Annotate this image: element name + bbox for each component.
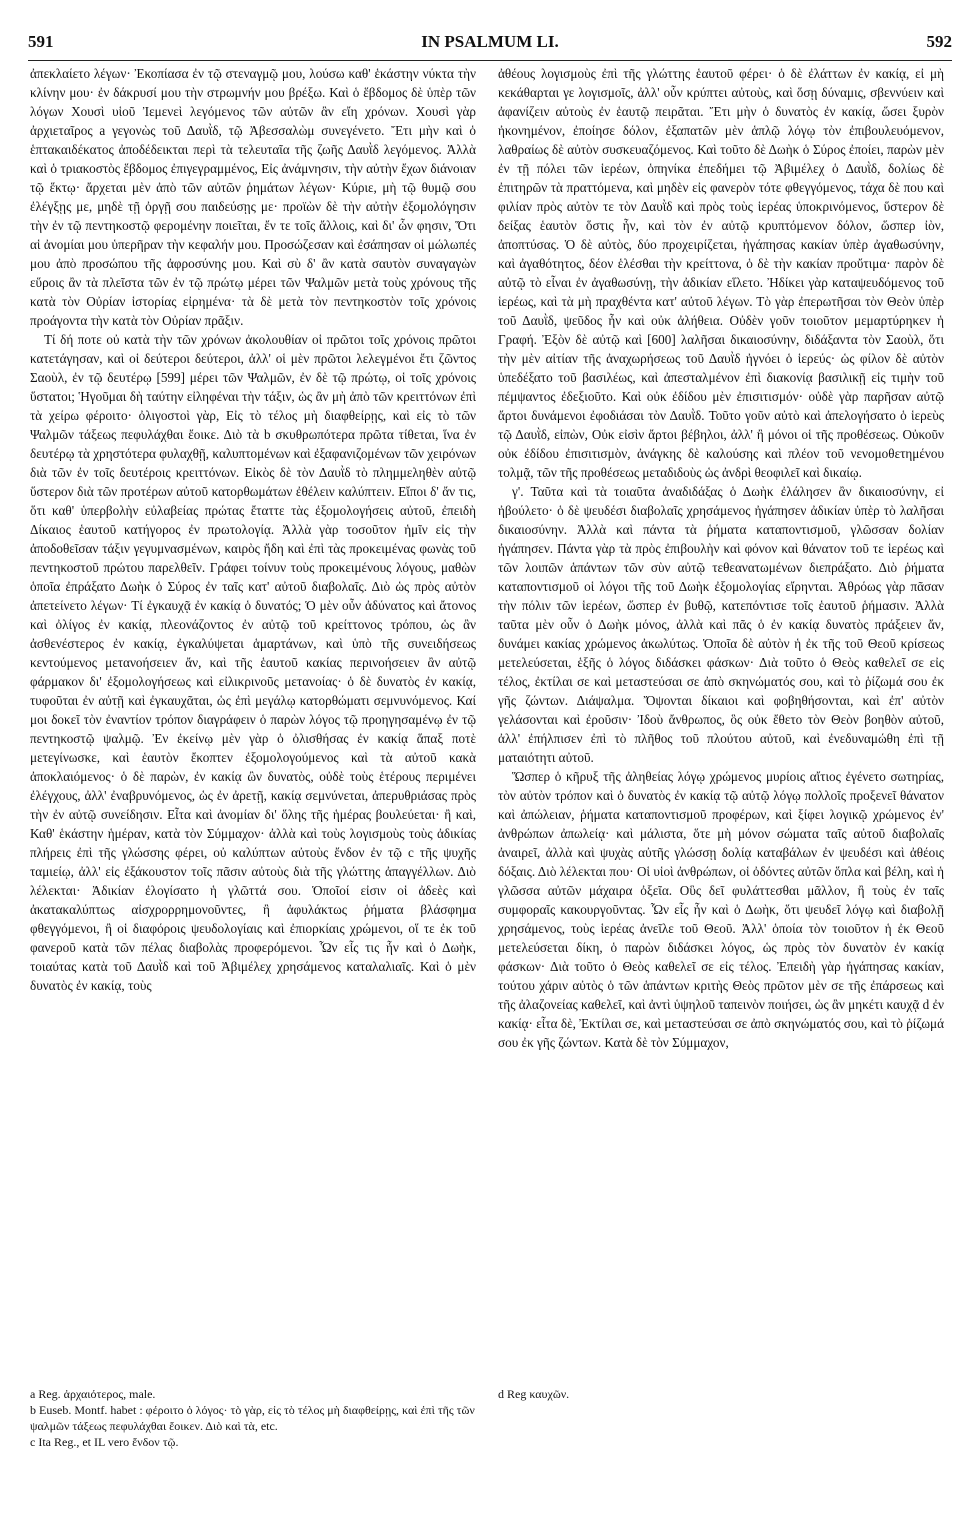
paragraph: Τί δή ποτε οὐ κατὰ τὴν τῶν χρόνων ἀκολουθίαν οἱ πρῶτοι τοῖς χρόνοις πρῶτοι κατετάγησαν, καὶ οἱ δεύτεροι δεύτεροι, ἀλλ' οἱ μὲν πρῶτοι λελεγμένοι ἔτι ζῶντος Σαοὺλ, ἐν τῷ δευτέρῳ [599] μέρει τῶν Ψαλμῶν, ἐν δὲ τῷ πρώτῳ, οἱ τοῖς χρόνοις ὕστατοι; Ἡγοῦμαι δὴ ταύτην εἰληφέναι τὴν τάξιν, ὡς ἂν μὴ ἀπὸ τῶν κρειττόνων ἐπὶ τὰ χείρω φέροιτο· ὀλιγοστοὶ γὰρ, Εἰς τὸ τέλος μὴ διαφθείρῃς, καὶ εἰς τὸ τῶν Ψαλμῶν τάξεως πεφυλάχθαι ἔοικε. Διὸ τὰ b σκυθρωπότερα πρῶτα τίθεται, ἵνα ἐν δευτέρῳ τὰ χρηστότερα φυλαχθῇ, καλυπτομένων καὶ ἐξαφανιζομένων τῶν χειρόνων διὰ τῶν ἐν τοῖς δευτέροις κρειττόνων. Εἰκὸς δὲ τὸν Δαυῒδ τὸ πλημμεληθὲν αὐτῷ ὕστερον διὰ τῶν προτέρων αὐτοῦ κατορθωμάτων ἐθέλειν καλύπτειν. Εἴποι δ' ἄν τις, ὅτι καθ' ὑπερβολὴν εὐλαβείας πρώτας ἔταττε τὰς ἐξομολογήσεις αὐτοῦ, ἐπειδὴ Δίκαιος ἑαυτοῦ κατήγορος ἐν πρωτολογίᾳ. Ἀλλὰ γὰρ τοσοῦτον ἡμῖν εἰς τὴν ἀποδοθεῖσαν τάξιν γεγυμνασμένων, καιρὸς ἤδη καὶ ἐπὶ τὰς προκειμένας φωνὰς τοῦ πεντηκοστοῦ πρώτου παρελθεῖν. Γράφει τοίνυν τοὺς προκειμένους λόγους, μαθὼν ὁποῖα ἐπράξατο Δωὴκ ὁ Σύρος ἐν ταῖς κατ' αὐτοῦ διαβολαῖς. Διὸ ὡς πρὸς αὐτὸν ἀπετείνετο λέγων· Τί ἐγκαυχᾷ ἐν κακίᾳ ὁ δυνατός; Ὁ μὲν οὖν ἀδύνατος καὶ ἄτονος καὶ ὀλίγος ἐν κακίᾳ, πλεονάζοντος ἐν αὐτῷ τοῦ κρείττονος τρόπου, ὡς ἂν ἀσθενέστερος ἐν κακίᾳ, ἐγκαλύψεται ἁμαρτάνων, καὶ ὑπὸ τῆς συνειδήσεως κεντούμενος μετανοήσειεν ἄν, καὶ τῆς ἑαυτοῦ κακίας περινοήσειεν ἂν αὐτῷ φάρμακον δι' ἐξομολογήσεως καὶ εἰλικρινοῦς μετανοίας· ὁ δὲ δυνατὸς ἐν κακίᾳ, τυφοῦται ἐν αὐτῇ καὶ ἐγκαυχᾶται, ὡς ἐπὶ μεγάλῳ κατορθώματι σεμνυνόμενος. Καί μοι δοκεῖ τὸν ἐναντίον τρόπον διαγράφειν ὁ παρὼν λόγος τῷ προηγησαμένῳ ἐν τῷ πεντηκοστῷ ψαλμῷ. Ἐν ἐκείνῳ μὲν γὰρ ὁ ὀλισθήσας ἐν κακίᾳ ἅπαξ ποτὲ μετεγίνωσκε, καὶ ἑαυτὸν ἔκοπτεν ἐξομολογούμενος καὶ τὰ αὐτοῦ κακὰ ἀποκλαιόμενος· ὁ δὲ παρὼν, ἐν κακίᾳ ὢν δυνατὸς, οὐδὲ τοὺς ἑτέρους περιμένει ἐλέγχους, ἀλλ' ἐναβρυνόμενος, ὡς ἐν ἀρετῇ, κακίᾳ σεμνύνεται, ἀπερυθριάσας πρὸς τὴν ἐν αὐτῷ συνείδησιν. Εἶτα καὶ ἀνομίαν δι' ὅλης τῆς ἡμέρας βουλεύεται· ἢ καὶ, Καθ' ἑκάστην ἡμέραν, κατὰ τὸν Σύμμαχον· ἀλλὰ καὶ τοὺς λογισμοὺς τοὺς ἀδικίας πλήρεις ἐπὶ τῆς γλώσσης φέρει, οὐ καλύπτων αὐτοὺς ἔνδον ἐν τῷ c τῆς ψυχῆς ταμιείῳ, ἀλλ' εἰς ἐξάκουστον τοῖς πᾶσιν αὐτοὺς διὰ τῆς γλώττης ἀπαγγέλλων. Διὸ λέλεκται· Ἀδικίαν ἐλογίσατο ἡ γλῶττά σου. Ὁποῖοί εἰσιν οἱ ἀδεὲς καὶ ἀκατακαλύπτως αἰσχρορρημονοῦντες, ἢ ἀφυλάκτως ῥήματα βλάσφημα φθεγγόμενοι, ἢ οἱ διαφόροις ψευδολογίαις καὶ ἐπιορκίαις χρώμενοι, οἵ τε ἐκ τοῦ φανεροῦ κατὰ τῶν πέλας διαβολὰς προφερόμενοι. Ὧν εἷς τις ἦν καὶ ὁ Δωὴκ, τοιαύτας κατὰ τοῦ Δαυῒδ καὶ τοῦ Ἀβιμέλεχ χρησάμενος καταλαλιαῖς. Καὶ ὁ μὲν δυνατὸς ἐν κακίᾳ, τοὺς (30, 332, 476, 993)
paragraph: ἀπεκλαίετο λέγων· Ἐκοπίασα ἐν τῷ στεναγμῷ μου, λούσω καθ' ἑκάστην νύκτα τὴν κλίνην μου· ἐν δάκρυσί μου τὴν στρωμνήν μου βρέξω. Καὶ ὁ ἕβδομος δὲ ὑπὲρ τῶν λόγων Χουσὶ υἱοῦ Ἰεμενεὶ λεγόμενος τῶν αὐτῶν ἂν εἴη χρόνων. Χουσὶ γὰρ ἀρχιεταῖρος a γεγονὼς τοῦ Δαυῒδ, τῷ Ἀβεσσαλὼμ συνεγένετο. Ἔτι μὴν καὶ ὁ ἑπτακαιδέκατος ἀποδέδεικται περὶ τὰ τελευταῖα τῆς ζωῆς Δαυῒδ λεγόμενος. Ἀλλὰ καὶ ὁ τριακοστὸς ἕβδομος ἐπιγεγραμμένος, Εἰς ἀνάμνησιν, τὴν αὐτὴν ἔχων διάνοιαν τῷ ἕκτῳ· ἄρχεται μὲν ἀπὸ τῶν αὐτῶν ῥημάτων λέγων· Κύριε, μὴ τῷ θυμῷ σου ἐλέγξῃς με, μηδὲ τῇ ὀργῇ σου παιδεύσῃς με· προϊὼν δὲ τὴν αὐτὴν ἐξομολόγησιν τὴν ἐν τῷ πεντηκοστῷ φερομένην ποιεῖται, ἔν τε τοῖς ἄλλοις, καὶ δι' ὧν φησιν, Ὅτι αἱ ἀνομίαι μου ὑπερῆραν τὴν κεφαλήν μου. Προσώζεσαν καὶ ἐσάπησαν οἱ μώλωπές μου ἀπὸ προσώπου τῆς ἀφροσύνης μου. Καὶ σὺ δ' ἂν κατὰ σαυτὸν συναγαγὼν εὕροις ἂν τὰ πλεῖστα τῶν ἐν τῷ πρώτῳ μέρει τῶν Ψαλμῶν μετὰ τοὺς χρόνους τῆς κατὰ τὸν Οὐρίαν ἱστορίας εἰρημένα· τὰ δὲ μετὰ τὸν πεντηκοστὸν τοῖς χρόνοις προάγοντα τὴν κατὰ τὸν Οὐρίαν πρᾶξιν. (30, 66, 476, 328)
left-column (30, 64, 476, 1510)
paragraph: Ὥσπερ ὁ κῆρυξ τῆς ἀληθείας λόγῳ χρώμενος μυρίοις αἴτιος ἐγένετο σωτηρίας, τὸν αὐτὸν τρόπον καὶ ὁ δυνατὸς ἐν κακίᾳ τῷ αὐτῷ λόγῳ πολλοῖς προξενεῖ θάνατον καὶ ἀπώλειαν, ῥήματα καταποντισμοῦ προφέρων, καὶ ξίφει λογικῷ χρώμενος ἐν' ἀνθρώπων ἀπωλείᾳ· καὶ μάλιστα, ὅτε μὴ μόνον σώματα ταῖς αὐτοῦ διαβολαῖς ἀναιρεῖ, ἀλλὰ καὶ ψυχὰς αὐτῆς γλώσσῃ δολίᾳ καταβάλων ἐν ψευδέσι καὶ ἀθέοις δόξαις. Διὸ λέλεκται που· Οἱ υἱοὶ ἀνθρώπων, οἱ ὀδόντες αὐτῶν ὅπλα καὶ βέλη, καὶ ἡ γλῶσσα αὐτῶν μάχαιρα ὀξεῖα. Οὓς δεῖ φυλάττεσθαι μᾶλλον, ἢ τοὺς ἐν ταῖς συμφοραῖς κακουργοῦντας. Ὧν εἷς ἦν καὶ ὁ Δωὴκ, ὅτι ψευδεῖ λόγῳ καὶ διαβολῇ χρησάμενος, τοὺς ἱερέας ἀνεῖλε τοῦ Θεοῦ. Ἀλλ' ὁποία τὸν τοιοῦτον ἡ ἐκ Θεοῦ μετελεύσεται δίκη, ὁ παρὼν διδάσκει λόγος, ὡς πρὸς τὸν δυνατὸν ἐν κακίᾳ φάσκων· Διὰ τοῦτο ὁ Θεὸς καθελεῖ σε εἰς τέλος. Ἐπειδὴ γὰρ ἠγάπησας κακίαν, τούτου χάριν αὐτὸς ὁ τῶν ἁπάντων κριτὴς Θεὸς πρῶτον μὲν σε τῆς ἐπάρσεως καὶ τῆς ἀλαζονείας καθελεῖ, καὶ ἀντὶ ὑψηλοῦ ταπεινὸν ποιήσει, ὡς ἂν μηκέτι καυχᾷ d ἐν κακίᾳ· εἶτα δὲ, Ἐκτίλαι σε, καὶ μεταστεύσαι σε ἀπὸ σκηνώματός σου, καὶ τὸ ῥίζωμά σου ἐκ γῆς ζώντων. Κατὰ δὲ τὸν Σύμμαχον, (498, 769, 944, 1050)
page-number-left: 591 (28, 32, 54, 51)
footnotes-left (30, 1386, 476, 1450)
footnote: a Reg. ἀρχαιότερος, male. (30, 1387, 156, 1401)
paragraph: ἀθέους λογισμοὺς ἐπὶ τῆς γλώττης ἑαυτοῦ φέρει· ὁ δὲ ἐλάττων ἐν κακίᾳ, εἰ μὴ κεκάθαρται γε λογισμοῖς, ἀλλ' οὖν κρύπτει αὐτοὺς, καὶ ὅσῃ δύναμις, σβεννύειν καὶ ἀφανίζειν αὐτοὺς ἐν ἑαυτῷ πειρᾶται. Ἔτι μὴν ὁ δυνατὸς ἐν κακίᾳ, ὥσει ξυρὸν ἠκονημένον, ἐποίησε δόλον, ἐξαπατῶν μὲν ἁπλῷ λόγῳ τὸν ἐπιβουλευόμενον, λαθραίως δὲ αὐτὸν συσκευαζόμενος. Καὶ τοῦτο δὲ Δωὴκ ὁ Σύρος ἐποίει, παρὼν μὲν ἐν τῇ πόλει τῶν ἱερέων, ὁπηνίκα ἐπεδήμει τῷ Ἀβιμέλεχ ὁ Δαυῒδ, δολίως δὲ ἐπιτηρῶν τὰ πραττόμενα, καὶ μηδὲν εἰς φανερὸν τότε φθεγγόμενος, τάχα δὲ που καὶ φιλίαν πρὸς αὐτὸν τε τὸν Δαυῒδ καὶ πρὸς τοὺς ἱερέας ὑποκρινόμενος, ὕστερον δὲ δείξας ἑαυτὸν ὅστις ἦν, καὶ τὸν ἐν αὐτῷ κρυπτόμενον δόλον, ὥσπερ ἰὸν, ἀποπτύσας. Ὁ δὲ αὐτὸς, δύο προχειρίζεται, ἠγάπησας κακίαν ὑπὲρ ἀγαθωσύνην, καὶ ἀγαθότητος, δέον ἑλέσθαι τὴν κρείττονα, ὁ δὲ τὴν κακίαν προὔτιμα· παρὸν δὲ αὐτῷ τὸ εἶναι ἐν ἀγαθωσύνῃ, τὴν ἀδικίαν εἵλετο. Ἠδίκει γὰρ καταψευδόμενος τοῦ ἱερέως, καὶ τὰ μὴ πραχθέντα κατ' αὐτοῦ λέγων. Τὸ γὰρ ἐπερωτῆσαι τὸν Θεὸν ὑπὲρ τοῦ Δαυῒδ, ψεῦδος ἦν καὶ οὐκ ἀλήθεια. Οὐδὲν γοῦν τοιοῦτον μεμαρτύρηκεν ἡ Γραφή. Ἐξὸν δὲ αὐτῷ καὶ [600] λαλῆσαι δικαιοσύνην, διδάξαντα τὸν Σαοὺλ, ὅτι τὴν μὲν αἰτίαν τῆς ἀναχωρήσεως τοῦ Δαυῒδ ἠγνόει ὁ ἱερεύς· ὡς φίλον δὲ αὐτὸν ὑπεδέξατο τοῦ βασιλέως, καὶ ἀπεσταλμένον ἐπὶ διακονίᾳ βασιλικῇ εἰς τιμὴν τοῦ πέμψαντος ἐδεξιοῦτο. Καὶ οὐκ ἐδίδου μὲν ἐπισιτισμόν· οὐδὲ γὰρ παρῆσαν αὐτῷ ἄρτοι δυνάμενοι ἐφοδιάσαι τὸν Δαυῒδ. Τοῦτο γοῦν αὐτὸ καὶ ἀπελογήσατο ὁ ἱερεὺς τῷ Δαυῒδ, εἰπὼν, Οὐκ εἰσὶν ἄρτοι βέβηλοι, ἀλλ' ἢ μόνοι οἱ τῆς προθέσεως. Οὐκοῦν οὐκ ἐδίδου ἐπισιτισμὸν, ἀνάγκης δὲ καλούσης καὶ πλέον τοῦ νενομοθετημένου τολμᾷ, τῶν τῆς προθέσεως μεταδιδοὺς ὡς ἀνδρὶ θεοφιλεῖ καὶ δικαίῳ. (498, 66, 944, 480)
right-column (498, 64, 944, 1510)
footnotes-right (498, 1386, 944, 1402)
paragraph: γ'. Ταῦτα καὶ τὰ τοιαῦτα ἀναδιδάξας ὁ Δωὴκ ἐλάλησεν ἂν δικαιοσύνην, εἰ ἠβούλετο· ὁ δὲ ψευδέσι διαβολαῖς χρησάμενος ἠγάπησεν ἀδικίαν ὑπὲρ τὸ λαλῆσαι δικαιοσύνην. Ἀλλὰ καὶ πάντα τὰ ῥήματα καταποντισμοῦ, γλῶσσαν δολίαν ἠγάπησεν. Πάντα γὰρ τὰ πρὸς ἐπιβουλὴν καὶ φόνον καὶ θάνατον τοῦ τε ἱερέως καὶ τῶν λοιπῶν ἁπάντων τῶν σὺν αὐτῷ τεθεανατωμένων διεπράξατο. Διὸ ῥήματα καταποντισμοῦ οἱ λόγοι τῆς τοῦ Δωὴκ ἐξομολογίας εἴρηνται. Ἀθρόως γὰρ πᾶσαν τὴν πόλιν τῶν ἱερέων, ὥσπερ ἐν βυθῷ, κατεπόντισε τοῖς ἑαυτοῦ ῥήμασιν. Ἀλλὰ ταῦτα μὲν οὖν ὁ Δωὴκ μόνος, ἀλλὰ καὶ πᾶς ὁ ἐν κακίᾳ δυνατὸς πράξειεν ἄν, δυνάμει κακίας χρώμενος ἀκωλύτως. Ὁποῖα δὲ αὐτὸν ἡ ἐκ τῆς τοῦ Θεοῦ κρίσεως μετελεύσεται, ἑξῆς ὁ λόγος διδάσκει φάσκων· Διὰ τοῦτο ὁ Θεὸς καθελεῖ σε εἰς τέλος, ἐκτίλαι σε καὶ μεταστεύσαι σε ἀπὸ σκηνώματός σου, καὶ τὸ ῥίζωμά σου ἐκ γῆς ζώντων. Διάψαλμα. Ὄψονται δίκαιοι καὶ φοβηθήσονται, καὶ ἐπ' αὐτὸν γελάσονται καὶ ἐροῦσιν· Ἰδοὺ ἄνθρωπος, ὃς οὐκ ἔθετο τὸν Θεὸν βοηθὸν αὐτοῦ, ἀλλ' ἐπήλπισεν ἐπὶ τὸ πλῆθος τοῦ πλούτου αὐτοῦ, καὶ ἐνεδυναμώθη ἐπὶ τῇ ματαιότητι αὐτοῦ. (498, 484, 944, 765)
page-number-right: 592 (926, 32, 952, 51)
running-title: IN PSALMUM LI. (421, 32, 559, 51)
footnote: d Reg καυχῶν. (498, 1387, 570, 1401)
header-rule (28, 60, 952, 61)
footnote: c Ita Reg., et IL vero ἔνδον τῷ. (30, 1435, 179, 1449)
running-header (28, 32, 952, 56)
footnote: b Euseb. Montf. habet : φέροιτο ὁ λόγος· τὸ γὰρ, εἰς τὸ τέλος μὴ διαφθείρῃς, καὶ ἐπὶ τῆς τῶν ψαλμῶν τάξεως πεφυλάχθαι ἔοικεν. Διὸ καὶ τὰ, etc. (30, 1403, 475, 1433)
